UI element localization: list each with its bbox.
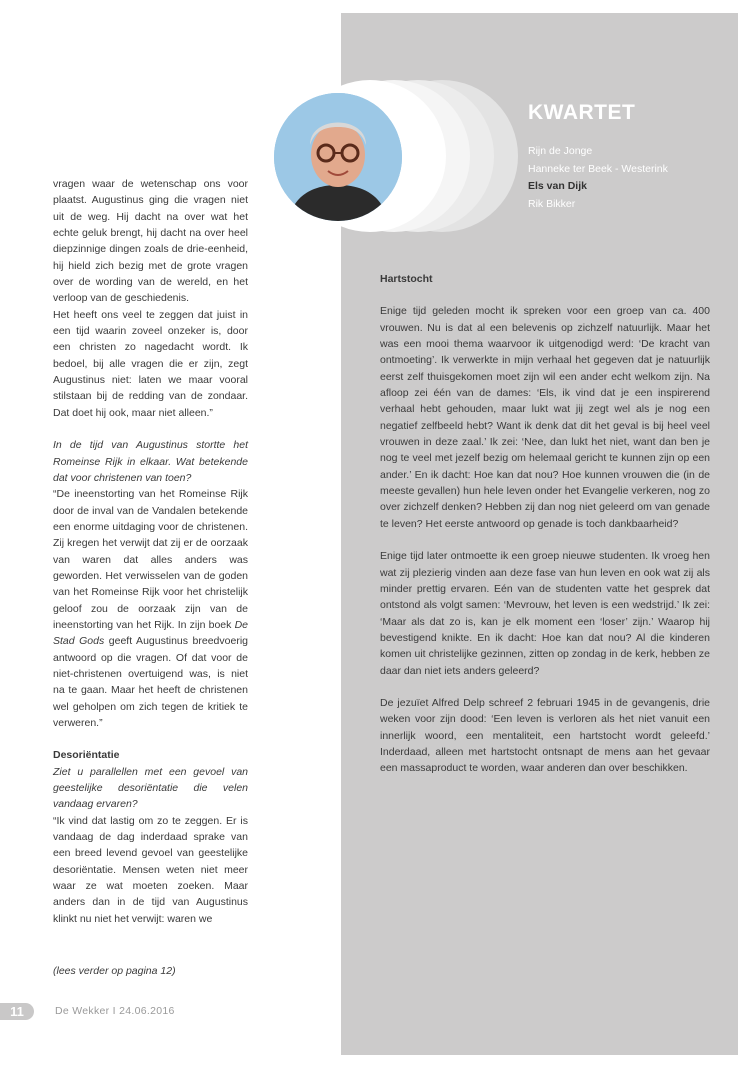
book-title: De Stad Gods [53, 618, 248, 648]
quartet-names [528, 143, 668, 213]
section-title: KWARTET [528, 101, 636, 124]
right-paragraph-2: Enige tijd later ontmoette ik een groep nieuwe studenten. Ik vroeg hen wat zij plezierig vinden aan deze fase van hun leven en ook wat zij als minder prettig ervaren. Eén van de studenten vatte het gesprek dat ontstond als volgt samen: ‘Mevrouw, het leven is een wedstrijd.’ Ik zei: ‘Maar als dat zo is, kan je elk moment een ‘loser’ zijn.’ Waarop hij bevestigend knikte. En ik dacht: Hoe kan dat nou? Al die kinderen komen uit christelijke gezinnen, zitten op zondag in de kerk, hebben ze daar dan niet iets anders geleerd? [380, 550, 710, 677]
interview-question-1: In de tijd van Augustinus stortte het Romeinse Rijk in elkaar. Wat betekende dat voor christenen van toen? [53, 439, 248, 484]
portrait-photo [274, 93, 402, 221]
left-paragraph-3-end: geeft Augustinus breedvoerig antwoord op die vragen. Of dat voor de niet-christenen overtuigend was, is niet na te gaan. Maar het heeft de christenen wel geholpen om zich tegen de kritiek te verweren.” [53, 635, 248, 729]
left-heading: Desoriëntatie [53, 749, 120, 762]
left-paragraph-4: “Ik vind dat lastig om zo te zeggen. Er is vandaag de dag inderdaad sprake van een breed levend gevoel van geestelijke desoriëntatie. Mensen weten niet meer waar ze wat moeten zoeken. Maar anders dan in de tijd van Augustinus klinkt nu niet het verwijt: waren we [53, 814, 248, 925]
publication-footer: De Wekker I 24.06.2016 [55, 1005, 175, 1017]
name-rijn: Rijn de Jonge [528, 145, 593, 157]
left-paragraph-2: Het heeft ons veel te zeggen dat juist in een tijd waarin zoveel onzeker is, door een christen zo nagedacht wordt. Ik bedoel, bij alle vragen die er zijn, zegt Augustinus niet: laten we maar vooral stilstaan bij de redding van de zondaar. Dat doet hij ook, maar niet alleen.” [53, 308, 248, 419]
right-paragraph-1: Enige tijd geleden mocht ik spreken voor een groep van ca. 400 vrouwen. Nu is dat al een belevenis op zichzelf natuurlijk. Maar het was een mooi thema waarvoor ik uitgenodigd werd: ‘De kracht van ontmoeting’. Ik verwerkte in mijn verhaal het gegeven dat je natuurlijk eerst zelf thuisgekomen moet zijn wil een ander echt welkom zijn. Na afloop zei één van de dames: ‘Els, ik vind dat je een inspirerend verhaal hebt gehouden, maar lukt wat jij zegt wel als je nog een negatief zelfbeeld hebt? Want ik denk dat dit het geval is bij heel veel vrouwen in deze zaal.’ Ik zei: ‘Nee, dan lukt het niet, want dan ben je nog te veel met jezelf bezig om helemaal gericht te kunnen zijn op een ander.’ En ik dacht: Hoe kan dat nou? Hoe kunnen vrouwen die (in de meeste gevallen) hun hele leven onder het Evangelie verkeren, nog zo over zichzelf denken? Hebben zij dan nog niet geleerd om van genade te leven? Het eerste antwoord op genade is toch dankbaarheid? [380, 305, 710, 530]
left-paragraph-3 [53, 486, 248, 731]
right-paragraph-3: De jezuïet Alfred Delp schreef 2 februari 1945 in de gevangenis, drie weken voor zijn dood: ‘Een leven is verloren als het niet vanuit een innerlijk woord, een mentaliteit, een hartstocht wordt geleefd.’ Inderdaad, alleen met hartstocht ontsnapt de mens aan het gevaar een massaproduct te worden, waar anderen dan over beschikken. [380, 696, 710, 775]
right-column [380, 271, 710, 777]
left-paragraph-3-start: “De ineenstorting van het Romeinse Rijk door de inval van de Vandalen betekende een enorme uitdaging voor de christenen. Zij kregen het verwijt dat zij er de oorzaak van waren dat alles anders was geworden. Het verwisselen van de goden van het Romeinse Rijk voor het christelijk geloof zou de oorzaak zijn van de ineenstorting van het Rijk. In zijn boek [53, 488, 248, 631]
left-column [53, 176, 248, 927]
name-rik: Rik Bikker [528, 197, 576, 210]
page-number-badge: 11 [0, 1003, 34, 1020]
portrait-illustration [274, 93, 402, 221]
left-paragraph-1: vragen waar de wetenschap ons voor plaatst. Augustinus ging die vragen niet uit de weg. Hij dacht na over wat het echte geluk brengt, hij dacht na over heel diepzinnige dingen zoals de drie-eenheid, hij hield zich bezig met de grote vragen over de wording van de wereld, en het verloop van de geschiedenis. [53, 178, 248, 305]
name-els: Els van Dijk [528, 180, 587, 192]
right-heading: Hartstocht [380, 273, 433, 285]
continued-note: (lees verder op pagina 12) [53, 965, 176, 977]
interview-question-2: Ziet u parallellen met een gevoel van geestelijke desoriëntatie die velen vandaag ervaren? [53, 765, 248, 811]
name-hanneke: Hanneke ter Beek - Westerink [528, 162, 668, 175]
